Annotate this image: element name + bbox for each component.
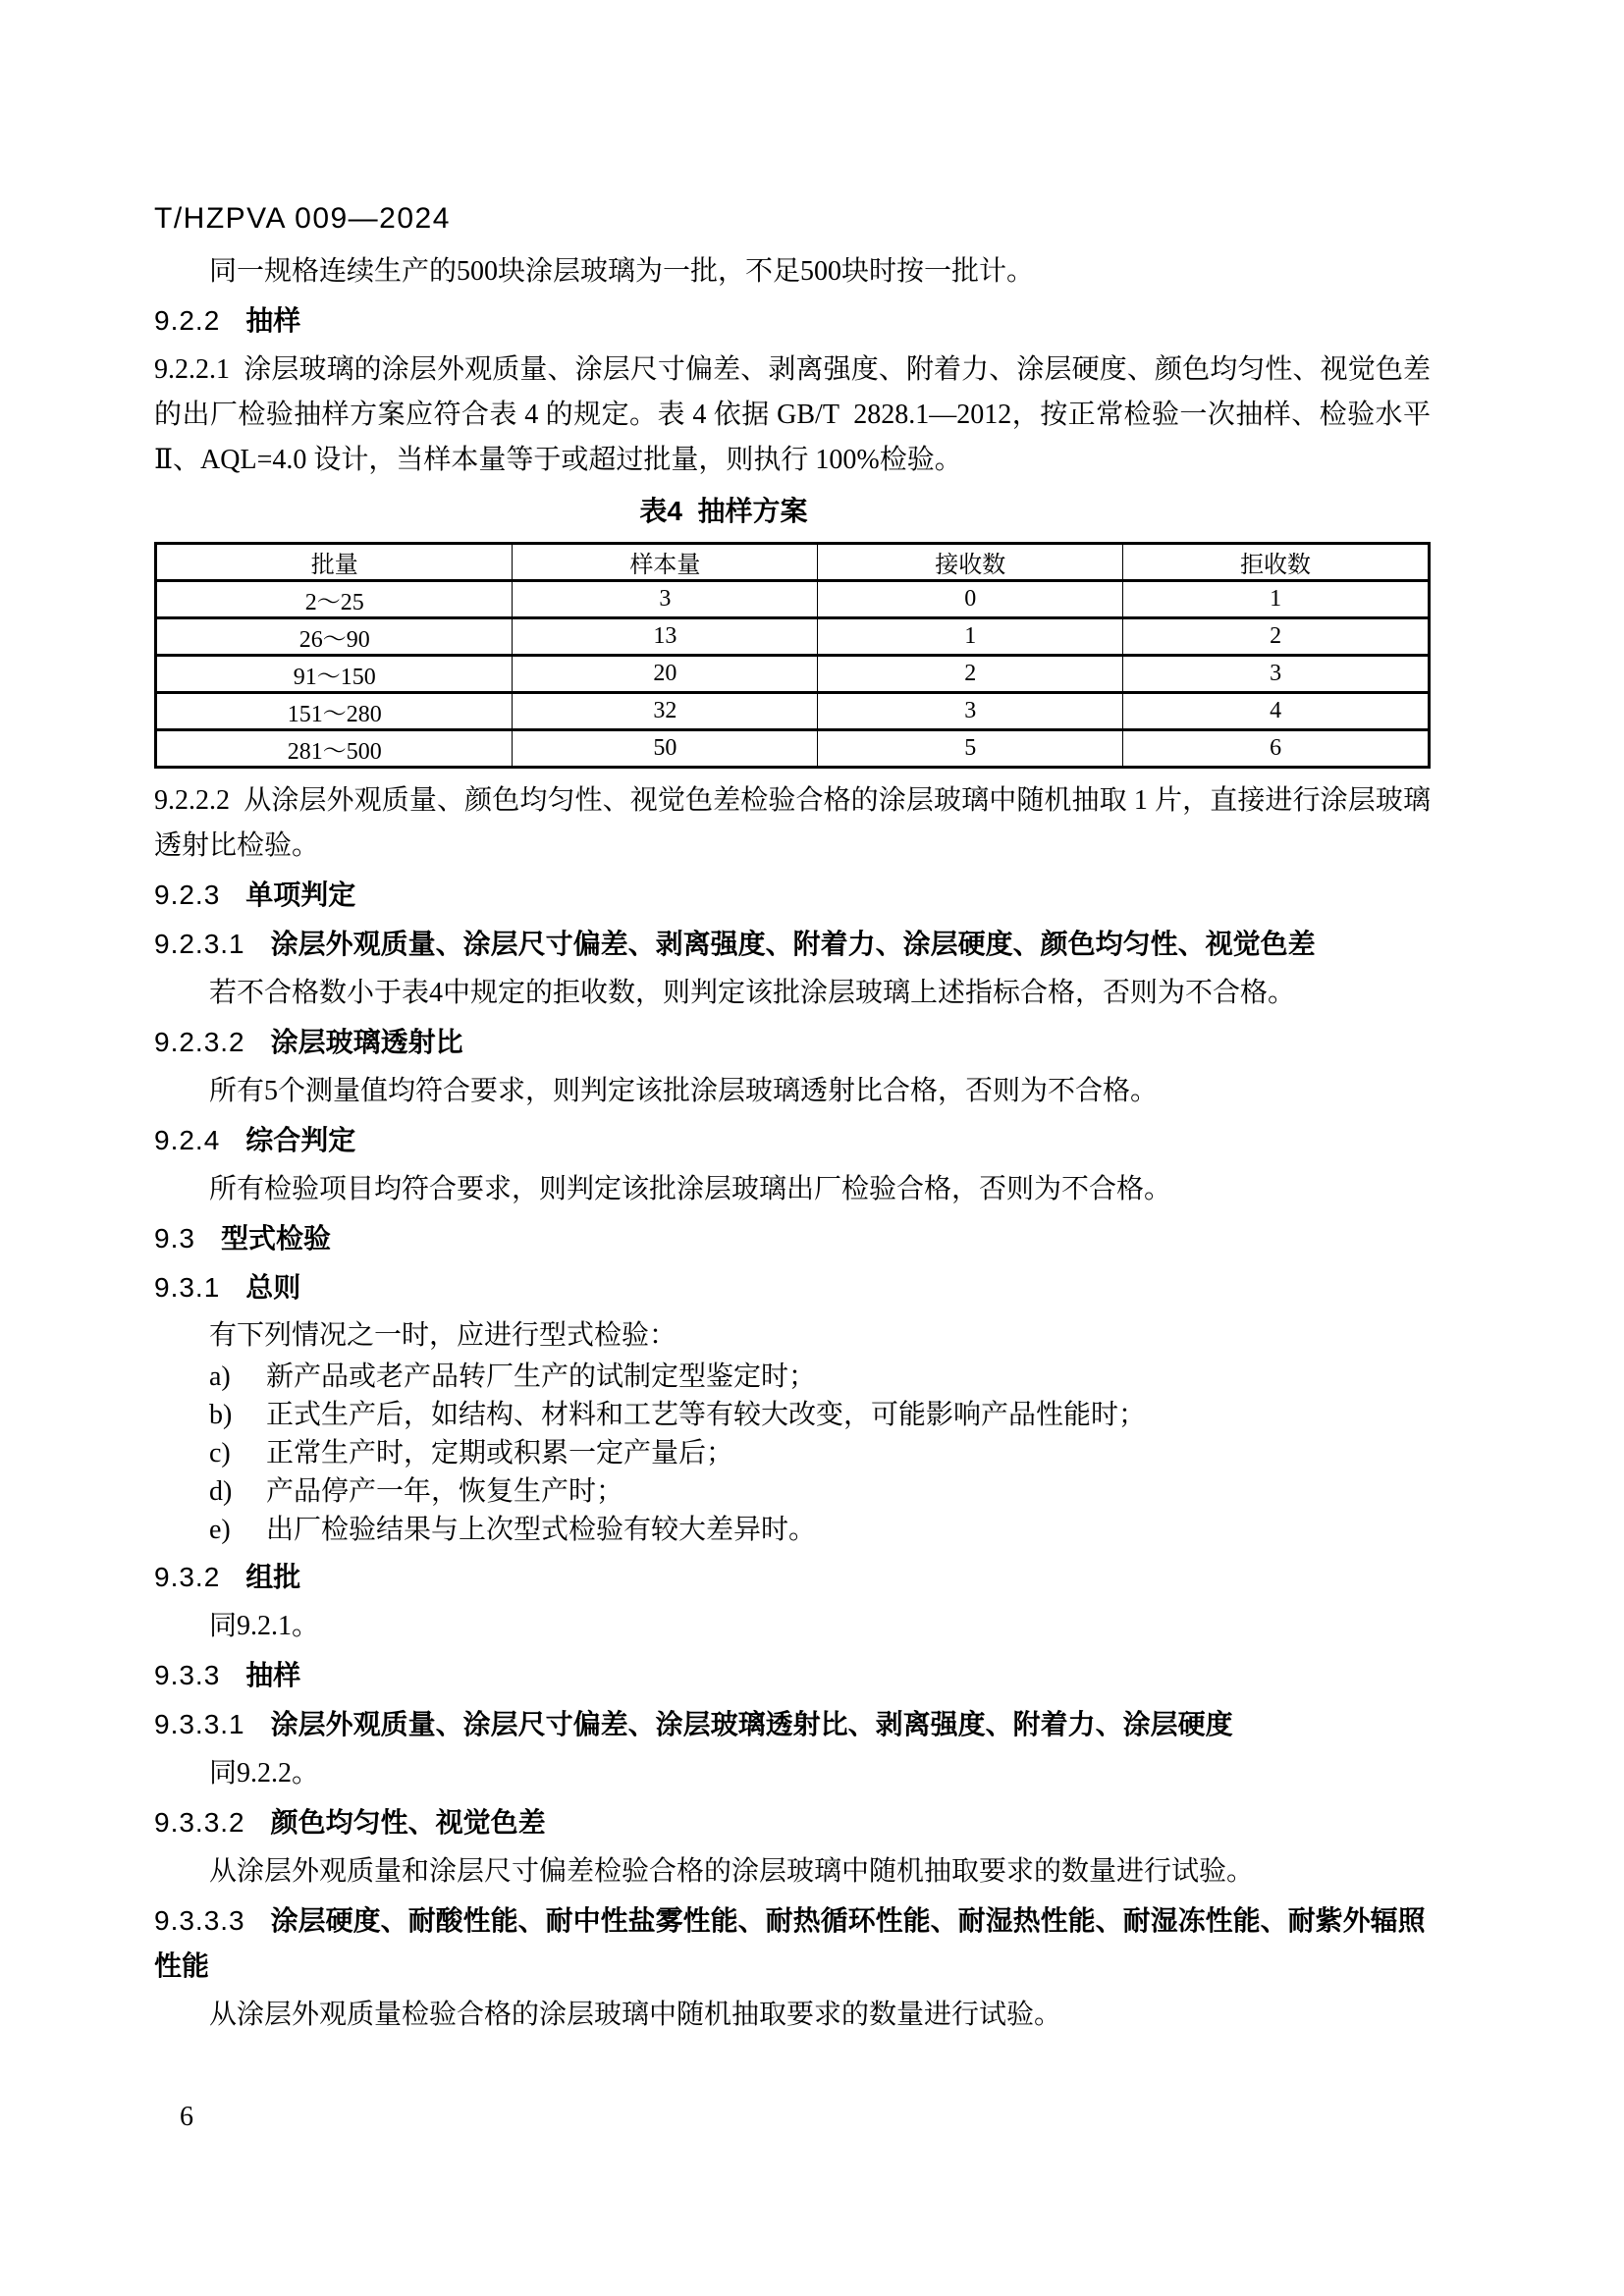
paragraph-9-3-3-3: 从涂层外观质量检验合格的涂层玻璃中随机抽取要求的数量进行试验。 bbox=[209, 2000, 1062, 2030]
table-cell: 20 bbox=[513, 656, 818, 693]
heading-9-3-3 bbox=[154, 1653, 1431, 1698]
list-item-label: d) bbox=[209, 1476, 233, 1507]
heading-9-2-4 bbox=[154, 1118, 1431, 1163]
clause-number: 9.3 bbox=[154, 1223, 195, 1254]
clause-number: 9.2.3 bbox=[154, 880, 221, 910]
list-item-text: 正式生产后，如结构、材料和工艺等有较大改变，可能影响产品性能时； bbox=[266, 1400, 1147, 1430]
paragraph-batch-rule: 同一规格连续生产的500块涂层玻璃为一批，不足500块时按一批计。 bbox=[209, 256, 1035, 287]
clause-title: 涂层外观质量、涂层尺寸偏差、剥离强度、附着力、涂层硬度、颜色均匀性、视觉色差 bbox=[270, 929, 1316, 959]
clause-number: 9.3.1 bbox=[154, 1272, 221, 1303]
list-item bbox=[154, 1396, 1431, 1434]
table-cell: 1 bbox=[818, 618, 1123, 656]
table-header-cell: 拒收数 bbox=[1123, 544, 1430, 581]
clause-number: 9.2.2 bbox=[154, 305, 221, 336]
table-header-cell: 接收数 bbox=[818, 544, 1123, 581]
table-cell: 5 bbox=[818, 730, 1123, 768]
clause-number: 9.3.3 bbox=[154, 1660, 221, 1690]
clause-title: 单项判定 bbox=[245, 880, 356, 910]
table-cell: 4 bbox=[1123, 693, 1430, 730]
table-cell: 3 bbox=[513, 581, 818, 618]
table-row bbox=[156, 581, 1430, 618]
clause-title: 抽样 bbox=[245, 1660, 301, 1690]
table-4-title: 表4 抽样方案 bbox=[639, 496, 808, 526]
table-cell: 281～500 bbox=[156, 730, 513, 768]
doc-number: T/HZPVA 009—2024 bbox=[154, 202, 451, 235]
list-item-text: 正常生产时，定期或积累一定产量后； bbox=[266, 1438, 734, 1468]
table-cell: 3 bbox=[1123, 656, 1430, 693]
page-content bbox=[154, 196, 1431, 2042]
clause-number: 9.3.3.3 bbox=[154, 1905, 245, 1936]
table-cell: 32 bbox=[513, 693, 818, 730]
clause-number: 9.3.3.2 bbox=[154, 1807, 245, 1838]
table-cell: 0 bbox=[818, 581, 1123, 618]
heading-9-2-3-2 bbox=[154, 1020, 1431, 1065]
table-cell: 2 bbox=[1123, 618, 1430, 656]
table-row bbox=[156, 693, 1430, 730]
clause-title: 组批 bbox=[245, 1562, 301, 1592]
heading-9-3 bbox=[154, 1216, 1431, 1261]
table-cell: 6 bbox=[1123, 730, 1430, 768]
paragraph-9-3-1-intro: 有下列情况之一时，应进行型式检验： bbox=[209, 1320, 677, 1351]
paragraph-9-2-3-2: 所有5个测量值均符合要求，则判定该批涂层玻璃透射比合格，否则为不合格。 bbox=[209, 1076, 1159, 1106]
table-row bbox=[156, 656, 1430, 693]
table-cell: 2 bbox=[818, 656, 1123, 693]
heading-9-3-3-3 bbox=[154, 1898, 1431, 1989]
heading-9-2-3-1 bbox=[154, 922, 1431, 967]
table-cell: 13 bbox=[513, 618, 818, 656]
table-header-cell: 批量 bbox=[156, 544, 513, 581]
table-cell: 50 bbox=[513, 730, 818, 768]
paragraph-9-2-2-1: 9.2.2.1 涂层玻璃的涂层外观质量、涂层尺寸偏差、剥离强度、附着力、涂层硬度、颜色均匀性、视觉色差的出厂检验抽样方案应符合表 4 的规定。表 4 依据 GB/T 2828.1—2012，按正常检验一次抽样、检验水平Ⅱ、AQL=4.0 设计，当样本量等于或超过批量，则执行 100%检验。 bbox=[154, 354, 1431, 475]
clause-title: 总则 bbox=[245, 1272, 301, 1303]
list-item-text: 出厂检验结果与上次型式检验有较大差异时。 bbox=[266, 1515, 817, 1545]
clause-title: 涂层玻璃透射比 bbox=[270, 1027, 463, 1057]
clause-number: 9.2.4 bbox=[154, 1125, 221, 1155]
clause-title: 综合判定 bbox=[245, 1125, 356, 1155]
list-item bbox=[154, 1434, 1431, 1472]
clause-title: 型式检验 bbox=[220, 1223, 331, 1254]
list-item-label: c) bbox=[209, 1438, 231, 1468]
clause-number: 9.2.3.2 bbox=[154, 1027, 245, 1057]
clause-title: 颜色均匀性、视觉色差 bbox=[270, 1807, 546, 1838]
heading-9-2-2 bbox=[154, 298, 1431, 344]
paragraph-9-3-3-2: 从涂层外观质量和涂层尺寸偏差检验合格的涂层玻璃中随机抽取要求的数量进行试验。 bbox=[209, 1856, 1255, 1887]
heading-9-3-3-2 bbox=[154, 1800, 1431, 1845]
heading-9-3-3-1 bbox=[154, 1702, 1431, 1747]
list-item-label: e) bbox=[209, 1515, 231, 1545]
list-item bbox=[154, 1511, 1431, 1549]
table-row bbox=[156, 618, 1430, 656]
list-item-text: 产品停产一年，恢复生产时； bbox=[266, 1476, 624, 1507]
heading-9-2-3 bbox=[154, 873, 1431, 918]
paragraph-9-3-3-1: 同9.2.2。 bbox=[209, 1758, 320, 1789]
table-header-cell: 样本量 bbox=[513, 544, 818, 581]
table-4-sampling-plan bbox=[154, 542, 1431, 769]
list-item-label: b) bbox=[209, 1400, 233, 1430]
clause-number: 9.3.2 bbox=[154, 1562, 221, 1592]
list-item-text: 新产品或老产品转厂生产的试制定型鉴定时； bbox=[266, 1362, 817, 1392]
heading-9-3-2 bbox=[154, 1555, 1431, 1600]
clause-title: 抽样 bbox=[245, 305, 301, 336]
table-cell: 3 bbox=[818, 693, 1123, 730]
list-item bbox=[154, 1358, 1431, 1396]
paragraph-9-2-2-2: 9.2.2.2 从涂层外观质量、颜色均匀性、视觉色差检验合格的涂层玻璃中随机抽取 1 片，直接进行涂层玻璃透射比检验。 bbox=[154, 785, 1431, 861]
clause-title: 涂层硬度、耐酸性能、耐中性盐雾性能、耐热循环性能、耐湿热性能、耐湿冻性能、耐紫外辐照性能 bbox=[154, 1905, 1426, 1981]
type-test-conditions bbox=[154, 1314, 1431, 1549]
paragraph-9-3-2: 同9.2.1。 bbox=[209, 1611, 320, 1641]
paragraph-9-2-4: 所有检验项目均符合要求，则判定该批涂层玻璃出厂检验合格，否则为不合格。 bbox=[209, 1174, 1172, 1204]
page-number: 6 bbox=[180, 2102, 193, 2132]
list-item-label: a) bbox=[209, 1362, 231, 1392]
table-cell: 151～280 bbox=[156, 693, 513, 730]
table-header-row bbox=[156, 544, 1430, 581]
clause-number: 9.3.3.1 bbox=[154, 1709, 245, 1739]
clause-number: 9.2.3.1 bbox=[154, 929, 245, 959]
paragraph-9-2-3-1: 若不合格数小于表4中规定的拒收数，则判定该批涂层玻璃上述指标合格，否则为不合格。 bbox=[209, 978, 1296, 1008]
table-cell: 1 bbox=[1123, 581, 1430, 618]
list-item bbox=[154, 1472, 1431, 1511]
table-cell: 91～150 bbox=[156, 656, 513, 693]
heading-9-3-1 bbox=[154, 1265, 1431, 1310]
clause-title: 涂层外观质量、涂层尺寸偏差、涂层玻璃透射比、剥离强度、附着力、涂层硬度 bbox=[270, 1709, 1233, 1739]
table-row bbox=[156, 730, 1430, 768]
table-cell: 26～90 bbox=[156, 618, 513, 656]
table-cell: 2～25 bbox=[156, 581, 513, 618]
